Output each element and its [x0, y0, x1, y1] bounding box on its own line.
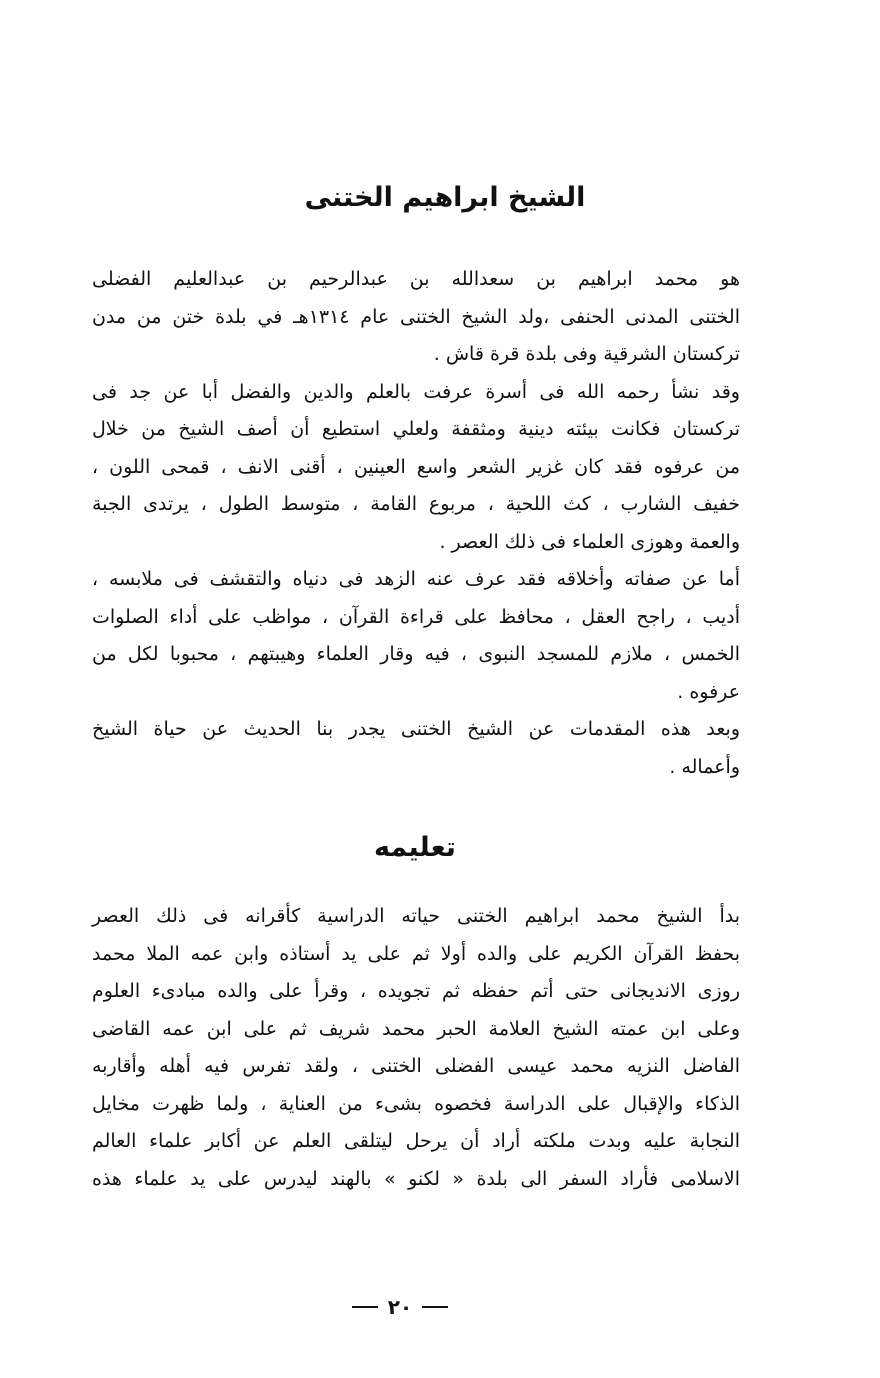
text-line: بحفظ القرآن الكريم على والده أولا ثم على يد أستاذه وابن عمه الملا محمد: [92, 942, 740, 965]
text-line: وقد نشأ رحمه الله فى أسرة عرفت بالعلم والدين والفضل أبا عن جد فى: [92, 380, 740, 403]
text-line: الخمس ، ملازم للمسجد النبوى ، فيه وقار العلماء وهيبتهم ، محبوبا لكل من: [92, 643, 740, 665]
text-line: الختنى المدنى الحنفى ،ولد الشيخ الختنى عام ١٣١٤هـ في بلدة ختن من مدن: [92, 305, 740, 328]
text-line: من عرفوه فقد كان غزير الشعر واسع العينين ، أقنى الانف ، قمحى اللون ،: [92, 455, 740, 478]
text-line: وأعماله .: [669, 755, 740, 778]
text-line: تركستان فكانت بيئته دينية ومثقفة ولعلي استطيع أن أصف الشيخ من خلال: [92, 418, 740, 440]
text-line: الذكاء والإقبال على الدراسة فخصوه بشىء من العناية ، ولما ظهرت مخايل: [92, 1092, 740, 1115]
text-line: أما عن صفاته وأخلاقه فقد عرف عنه الزهد فى دنياه والتقشف فى ملابسه ،: [92, 568, 740, 590]
text-line: النجابة عليه وبدت ملكته أراد أن يرحل ليتلقى العلم عن أكابر علماء العالم: [92, 1130, 740, 1152]
text-line: الاسلامى فأراد السفر الى بلدة « لكنو » بالهند ليدرس على يد علماء هذه: [92, 1167, 740, 1190]
text-line: الفاضل النزيه محمد عيسى الفضلى الختنى ، ولقد تفرس فيه أهله وأقاربه: [92, 1055, 740, 1077]
education-text: [92, 898, 740, 1198]
biography-text: [92, 261, 740, 786]
right-dash-decoration: [422, 1306, 448, 1308]
text-line: وبعد هذه المقدمات عن الشيخ الختنى يجدر بنا الحديث عن حياة الشيخ: [92, 718, 740, 740]
text-line: أديب ، راجح العقل ، محافظ على قراءة القرآن ، مواظب على أداء الصلوات: [92, 605, 740, 628]
text-line: خفيف الشارب ، كث اللحية ، مربوع القامة ، متوسط الطول ، يرتدى الجبة: [92, 493, 740, 515]
text-line: هو محمد ابراهيم بن سعدالله بن عبدالرحيم بن عبدالعليم الفضلى: [92, 268, 740, 290]
text-line: روزى الانديجانى حتى أتم حفظه ثم تجويده ، وقرأ على والده مبادىء العلوم: [92, 980, 740, 1002]
left-dash-decoration: [352, 1306, 378, 1308]
page-number: ٢٠: [387, 1295, 413, 1319]
text-line: والعمة وهوزى العلماء فى ذلك العصر .: [439, 530, 740, 553]
text-line: بدأ الشيخ محمد ابراهيم الختنى حياته الدراسية كأقرانه فى ذلك العصر: [92, 905, 740, 927]
text-line: عرفوه .: [677, 680, 740, 703]
section-title-education: تعليمه: [374, 832, 456, 863]
page-number-footer: [340, 1290, 460, 1324]
section-title-biography: الشيخ ابراهيم الختنى: [304, 182, 586, 213]
text-line: تركستان الشرقية وفى بلدة قرة قاش .: [433, 343, 740, 365]
text-line: وعلى ابن عمته الشيخ العلامة الحبر محمد شريف ثم على ابن عمه القاضى: [92, 1017, 740, 1040]
